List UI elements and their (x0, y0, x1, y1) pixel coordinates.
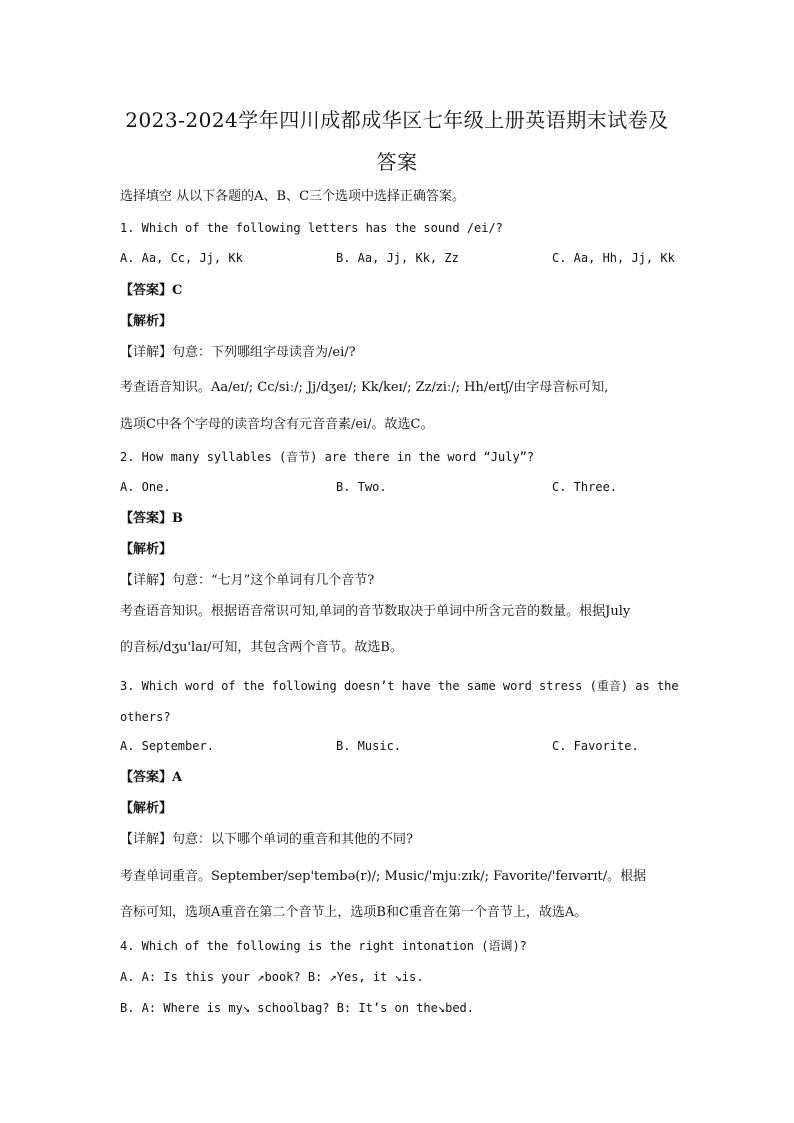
question-1-explain-2: 选项C中各个字母的读音均含有元音音素/ei/。故选C。 (120, 417, 434, 432)
question-2-answer: 【答案】B (120, 511, 183, 526)
page-title-line2: 答案 (376, 150, 418, 174)
question-2-explain-2: 的音标/dʒu'laɪ/可知，其包含两个音节。故选B。 (120, 640, 403, 655)
question-4-option-b: B. A: Where is my↘ schoolbag? B: It’s on the↘bed. (120, 1001, 475, 1015)
question-4-option-a: A. A: Is this your ↗book? B: ↗Yes, it ↘is. (120, 970, 424, 984)
question-1-option-b: B. Aa, Jj, Kk, Zz (336, 251, 459, 265)
question-2-explain-1: 考查语音知识。根据语音常识可知,单词的音节数取决于单词中所含元音的数量。根据July (120, 604, 631, 619)
question-3-detail: 【详解】句意：以下哪个单词的重音和其他的不同? (120, 832, 413, 847)
question-3-explain-1: 考查单词重音。September/sep'tembə(r)/; Music/'mjuːzɪk/; Favorite/'feɪvərɪt/。根据 (120, 869, 647, 884)
question-3-option-c: C. Favorite. (552, 739, 639, 753)
question-2-analysis: 【解析】 (120, 542, 173, 557)
page-title-line1: 2023-2024学年四川成都成华区七年级上册英语期末试卷及 (125, 108, 669, 132)
question-3-stem-cont: others? (120, 710, 171, 724)
question-3-stem: 3. Which word of the following doesn’t have the same word stress (重音) as the (120, 679, 679, 693)
question-3-analysis: 【解析】 (120, 801, 173, 816)
question-2-option-a: A. One. (120, 480, 171, 494)
question-3-explain-2: 音标可知，选项A重音在第二个音节上，选项B和C重音在第一个音节上，故选A。 (120, 905, 588, 920)
question-1-detail: 【详解】句意：下列哪组字母读音为/ei/? (120, 345, 356, 360)
question-2-stem: 2. How many syllables (音节) are there in the word “July”? (120, 450, 535, 464)
question-3-answer: 【答案】A (120, 770, 183, 785)
question-1-explain-1: 考查语音知识。Aa/eɪ/; Cc/siː/; Jj/dʒeɪ/; Kk/keɪ/; Zz/ziː/; Hh/eɪtʃ/由字母音标可知, (120, 380, 609, 395)
question-1-analysis: 【解析】 (120, 314, 173, 329)
question-2-option-b: B. Two. (336, 480, 387, 494)
question-3-option-a: A. September. (120, 739, 214, 753)
question-1-stem: 1. Which of the following letters has the sound /ei/? (120, 221, 503, 235)
section-intro: 选择填空 从以下各题的A、B、C三个选项中选择正确答案。 (120, 189, 466, 204)
question-1-answer: 【答案】C (120, 283, 183, 298)
question-2-option-c: C. Three. (552, 480, 618, 494)
question-4-stem: 4. Which of the following is the right intonation (语调)? (120, 939, 527, 953)
question-1-option-a: A. Aa, Cc, Jj, Kk (120, 251, 243, 265)
question-2-detail: 【详解】句意：“七月”这个单词有几个音节? (120, 573, 375, 588)
question-3-option-b: B. Music. (336, 739, 402, 753)
question-1-option-c: C. Aa, Hh, Jj, Kk (552, 251, 675, 265)
